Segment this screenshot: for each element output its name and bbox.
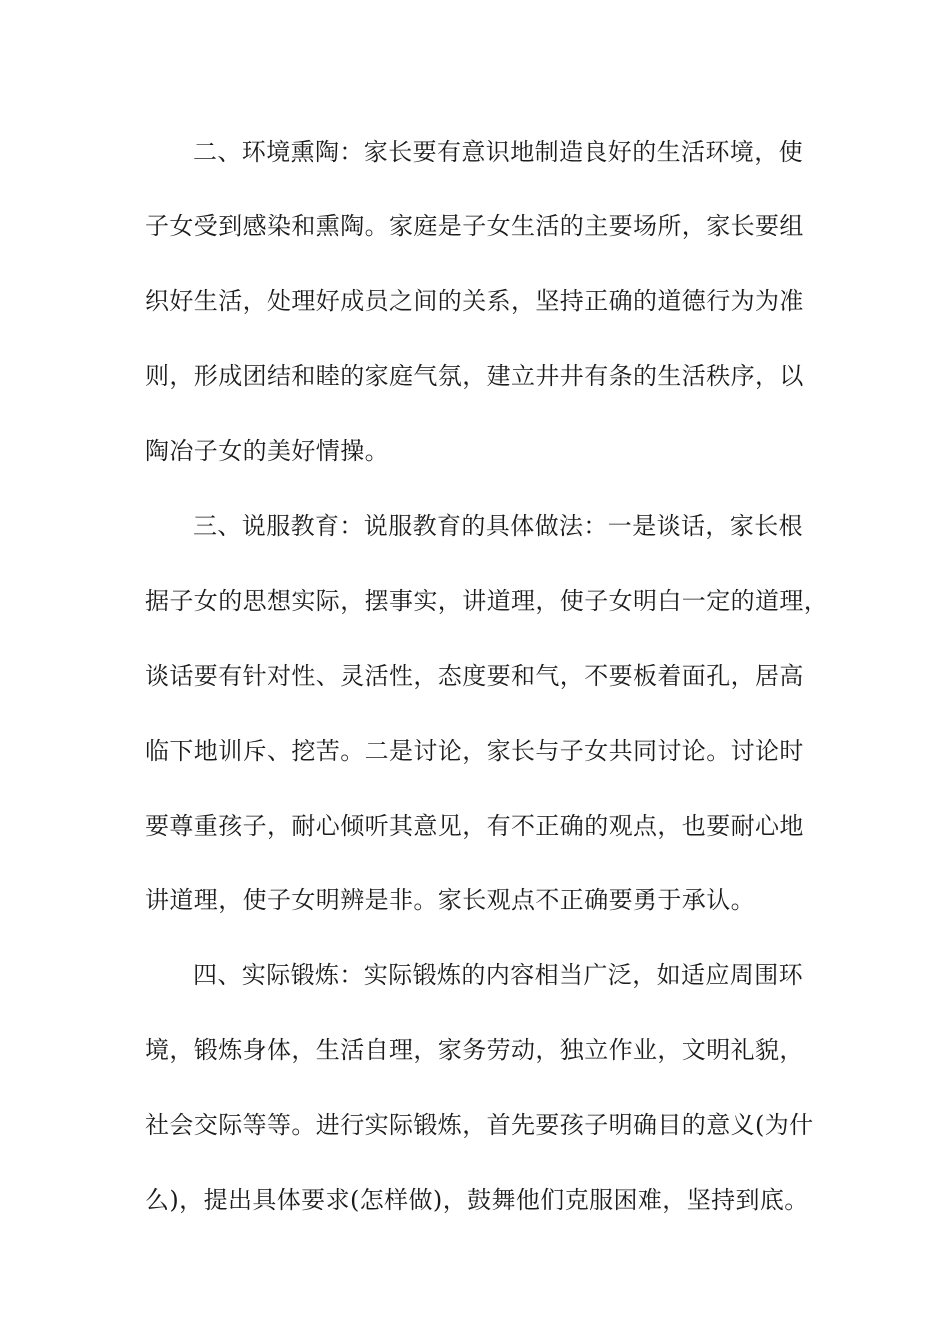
paragraph-2-line-5: 要尊重孩子，耐心倾听其意见，有不正确的观点，也要耐心地 <box>145 812 804 840</box>
paragraph-2-line-4: 临下地训斥、挖苦。二是讨论，家长与子女共同讨论。讨论时 <box>145 737 804 765</box>
paragraph-2-line-6: 讲道理，使子女明辨是非。家长观点不正确要勇于承认。 <box>145 886 755 914</box>
paragraph-3-line-2: 境，锻炼身体，生活自理，家务劳动，独立作业，文明礼貌， <box>145 1036 804 1064</box>
paragraph-1-line-5: 陶冶子女的美好情操。 <box>145 437 389 465</box>
paragraph-3-line-3: 社会交际等等。进行实际锻炼，首先要孩子明确目的意义(为什 <box>145 1111 814 1139</box>
paragraph-2-line-2: 据子女的思想实际，摆事实，讲道理，使子女明白一定的道理， <box>145 587 829 615</box>
paragraph-1-line-1: 二、环境熏陶：家长要有意识地制造良好的生活环境，使 <box>193 138 803 166</box>
paragraph-2-line-1: 三、说服教育：说服教育的具体做法：一是谈话，家长根 <box>193 512 803 540</box>
paragraph-2-line-3: 谈话要有针对性、灵活性，态度要和气，不要板着面孔，居高 <box>145 662 804 690</box>
paragraph-1-line-2: 子女受到感染和熏陶。家庭是子女生活的主要场所，家长要组 <box>145 212 804 240</box>
paragraph-3-line-4: 么)，提出具体要求(怎样做)，鼓舞他们克服困难，坚持到底。 <box>145 1186 809 1214</box>
paragraph-1-line-3: 织好生活，处理好成员之间的关系，坚持正确的道德行为为准 <box>145 287 804 315</box>
paragraph-1-line-4: 则，形成团结和睦的家庭气氛，建立井井有条的生活秩序，以 <box>145 362 804 390</box>
paragraph-3-line-1: 四、实际锻炼：实际锻炼的内容相当广泛，如适应周围环 <box>193 961 803 989</box>
